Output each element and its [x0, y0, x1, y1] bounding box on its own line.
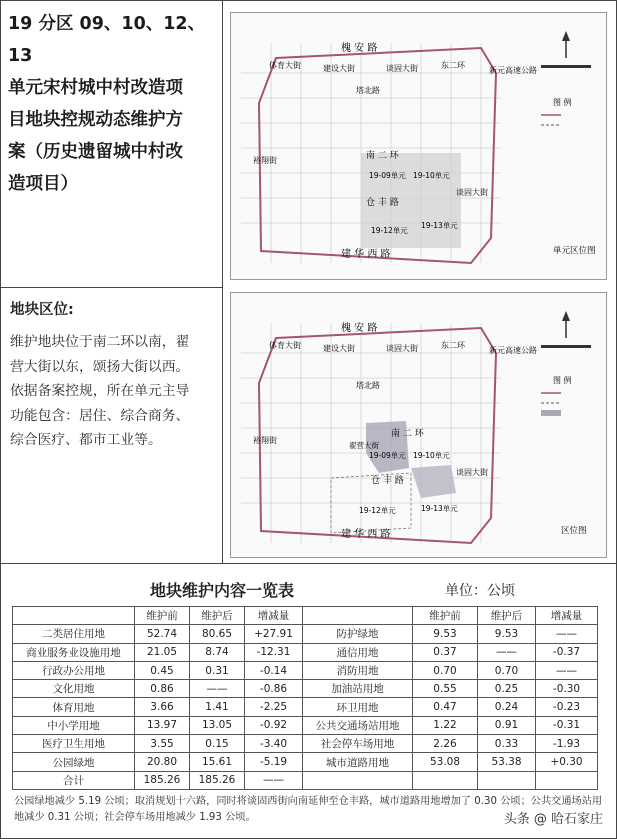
table-cell: -0.92	[245, 716, 303, 734]
table-row	[13, 680, 598, 698]
table-header-row	[13, 607, 598, 625]
table-cell: 合计	[13, 771, 135, 789]
table-cell: 社会停车场用地	[303, 735, 413, 753]
table-cell: ——	[245, 771, 303, 789]
table-cell: 0.91	[478, 716, 536, 734]
table-cell: -0.23	[536, 698, 598, 716]
column-header: 维护前	[413, 607, 478, 625]
table-cell: -0.86	[245, 680, 303, 698]
title-line: 案（历史遗留城中村改	[8, 142, 183, 162]
road-label: 谈固大街	[456, 188, 488, 197]
road-label: 体育大街	[269, 61, 301, 70]
road-label: 建设大街	[323, 344, 355, 353]
table-cell: 二类居住用地	[13, 625, 135, 643]
table-cell: 体育用地	[13, 698, 135, 716]
table-cell: 80.65	[190, 625, 245, 643]
location-map	[230, 292, 607, 558]
table-cell	[536, 771, 598, 789]
table-cell: 0.31	[190, 661, 245, 679]
table-cell: 13.97	[135, 716, 190, 734]
table-cell: 8.74	[190, 643, 245, 661]
column-header: 增减量	[245, 607, 303, 625]
table-cell: +27.91	[245, 625, 303, 643]
legend-title: 图 例	[553, 98, 572, 107]
table-cell: 1.22	[413, 716, 478, 734]
table-cell: 53.38	[478, 753, 536, 771]
unit-label: 19-09单元	[369, 451, 406, 460]
table-row	[13, 643, 598, 661]
table-row	[13, 753, 598, 771]
unit-label: 19-09单元	[369, 171, 406, 180]
road-label: 塔北路	[356, 381, 380, 390]
road-label: 塔北路	[356, 86, 380, 95]
north-arrow-icon	[541, 31, 591, 68]
table-cell: -3.40	[245, 735, 303, 753]
map-drawing	[231, 293, 606, 557]
table-cell: 0.33	[478, 735, 536, 753]
column-header: 维护前	[135, 607, 190, 625]
table-cell: 加油站用地	[303, 680, 413, 698]
table-cell: 中小学用地	[13, 716, 135, 734]
table-row	[13, 716, 598, 734]
table-cell: 公园绿地	[13, 753, 135, 771]
unit-label: 19-13单元	[421, 221, 458, 230]
maintenance-table	[12, 606, 598, 790]
table-cell	[303, 771, 413, 789]
table-note: 公园绿地减少 5.19 公顷；取消规划十六路，同时将谈固西街向南延伸至仓丰路，城市道路用地增加了 0.30 公顷；公共交通场站用地减少 0.31 公顷；社会停车场用地减少 1.93 公顷。	[14, 796, 603, 823]
table-cell: 消防用地	[303, 661, 413, 679]
table-cell: 2.26	[413, 735, 478, 753]
table-row	[13, 661, 598, 679]
maintenance-plot	[411, 465, 456, 498]
unit-label: 19-10单元	[413, 171, 450, 180]
column-header	[13, 607, 135, 625]
table-cell: 1.41	[190, 698, 245, 716]
table-cell: -1.93	[536, 735, 598, 753]
table-cell: 0.24	[478, 698, 536, 716]
unit-label: 19-12单元	[359, 506, 396, 515]
table-cell: -0.14	[245, 661, 303, 679]
table-cell: 0.86	[135, 680, 190, 698]
table-cell: -0.31	[536, 716, 598, 734]
table-row	[13, 698, 598, 716]
table-cell: 9.53	[478, 625, 536, 643]
table-cell: 0.70	[478, 661, 536, 679]
document-title	[8, 8, 218, 200]
location-description	[10, 330, 218, 453]
road-label: 谈固大街	[386, 64, 418, 73]
table-cell: 3.55	[135, 735, 190, 753]
table-cell: 文化用地	[13, 680, 135, 698]
table-cell: 行政办公用地	[13, 661, 135, 679]
table-divider	[0, 563, 617, 564]
table-cell: 医疗卫生用地	[13, 735, 135, 753]
unit-label: 19-10单元	[413, 451, 450, 460]
column-header: 维护后	[190, 607, 245, 625]
table-cell: 通信用地	[303, 643, 413, 661]
column-divider	[222, 0, 223, 563]
road-label: 新元高速公路	[489, 346, 537, 355]
left-divider	[0, 287, 222, 288]
table-cell: 13.05	[190, 716, 245, 734]
map-drawing	[231, 13, 606, 279]
road-label: 东二环	[441, 61, 465, 70]
road-label: 建设大街	[323, 64, 355, 73]
road-label: 南 二 环	[366, 151, 399, 161]
table-cell: 0.55	[413, 680, 478, 698]
column-header: 维护后	[478, 607, 536, 625]
table-cell: 15.61	[190, 753, 245, 771]
table-cell: +0.30	[536, 753, 598, 771]
map-caption: 区位图	[561, 526, 587, 536]
north-arrow-icon	[541, 311, 591, 348]
location-line: 营大街以东，颂扬大街以西。	[10, 358, 190, 375]
table-cell	[413, 771, 478, 789]
table-cell: ——	[536, 661, 598, 679]
map-caption: 单元区位图	[553, 246, 596, 256]
table-cell: 防护绿地	[303, 625, 413, 643]
road-label: 新元高速公路	[489, 66, 537, 75]
title-line: 19 分区 09、10、12、13	[8, 14, 206, 66]
table-cell: 52.74	[135, 625, 190, 643]
table-cell: 0.15	[190, 735, 245, 753]
table-cell: 商业服务业设施用地	[13, 643, 135, 661]
table-cell: 185.26	[135, 771, 190, 789]
road-label: 谈固大街	[386, 344, 418, 353]
table-cell: -5.19	[245, 753, 303, 771]
road-label: 建 华 西 路	[341, 529, 391, 540]
table-row	[13, 735, 598, 753]
road-label: 东二环	[441, 341, 465, 350]
road-label: 翟营大街	[349, 441, 379, 450]
table-cell: 3.66	[135, 698, 190, 716]
table-cell	[478, 771, 536, 789]
table-cell: 城市道路用地	[303, 753, 413, 771]
table-cell: 21.05	[135, 643, 190, 661]
table-cell: 环卫用地	[303, 698, 413, 716]
table-cell: 0.70	[413, 661, 478, 679]
table-cell: -12.31	[245, 643, 303, 661]
table-cell: ——	[190, 680, 245, 698]
title-line: 单元宋村城中村改造项	[8, 78, 183, 98]
column-header: 增减量	[536, 607, 598, 625]
location-line: 维护地块位于南二环以南，翟	[10, 334, 190, 350]
road-label: 建 华 西 路	[341, 249, 391, 260]
table-title: 地块维护内容一览表	[150, 581, 295, 600]
table-cell: 0.25	[478, 680, 536, 698]
location-line: 综合医疗、都市工业等。	[10, 432, 162, 448]
table-cell: -0.30	[536, 680, 598, 698]
road-label: 谈固大街	[456, 468, 488, 477]
legend-title: 图 例	[553, 376, 572, 385]
title-line: 目地块控规动态维护方	[8, 110, 183, 130]
table-cell: 公共交通场站用地	[303, 716, 413, 734]
table-row	[13, 625, 598, 643]
table-cell: 53.08	[413, 753, 478, 771]
table-cell: 9.53	[413, 625, 478, 643]
table-cell: ——	[478, 643, 536, 661]
road-label: 南 二 环	[391, 429, 424, 439]
location-heading: 地块区位:	[10, 302, 74, 318]
table-cell: 185.26	[190, 771, 245, 789]
table-cell: 0.45	[135, 661, 190, 679]
unit-location-map	[230, 12, 607, 280]
table-cell: 0.37	[413, 643, 478, 661]
column-header	[303, 607, 413, 625]
road-label: 裕翔街	[253, 156, 277, 165]
location-line: 依据备案控规，所在单元主导	[10, 383, 190, 399]
road-label: 槐 安 路	[341, 43, 378, 54]
unit-label: 19-12单元	[371, 226, 408, 235]
table-cell: ——	[536, 625, 598, 643]
table-row	[13, 771, 598, 789]
road-label: 槐 安 路	[341, 323, 378, 334]
title-line: 造项目）	[8, 174, 78, 194]
road-label: 仓 丰 路	[366, 198, 399, 208]
unit-label: 19-13单元	[421, 504, 458, 513]
road-label: 裕翔街	[253, 436, 277, 445]
table-cell: -2.25	[245, 698, 303, 716]
location-line: 功能包含：居住、综合商务、	[10, 407, 190, 424]
table-unit: 单位：公顷	[445, 583, 515, 599]
table-cell: -0.37	[536, 643, 598, 661]
road-label: 仓 丰 路	[371, 476, 404, 486]
table-cell: 0.47	[413, 698, 478, 716]
table-cell: 20.80	[135, 753, 190, 771]
road-label: 体育大街	[269, 341, 301, 350]
source-watermark: 头条 @ 哈石家庄	[503, 812, 603, 827]
